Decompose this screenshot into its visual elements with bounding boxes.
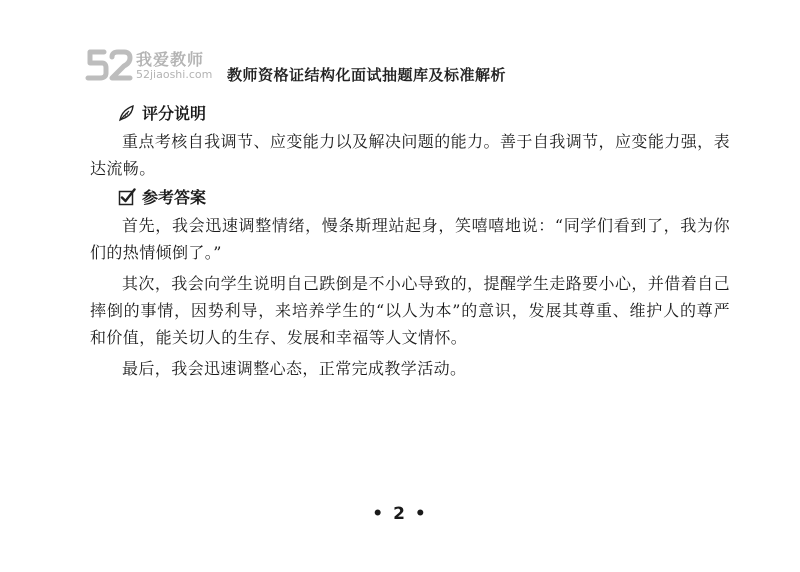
answer-paragraph-1: 首先，我会迅速调整情绪，慢条斯理站起身，笑嘻嘻地说：“同学们看到了，我为你们的热情倾倒了。” [90,216,730,262]
page-header [84,46,724,86]
scoring-heading [90,98,730,128]
logo-url: 52jiaoshi.com [136,68,213,81]
page-body [90,98,730,382]
page-number: • 2 • [372,504,428,524]
logo-52-icon [84,48,134,82]
checkbox-checked-icon [118,188,136,206]
leaf-icon [118,104,136,122]
answer-paragraph-3: 最后，我会迅速调整心态，正常完成教学活动。 [122,359,467,378]
site-logo [84,46,220,86]
answer-heading [90,182,730,212]
answer-heading-label: 参考答案 [142,187,207,207]
scoring-heading-label: 评分说明 [142,103,207,123]
answer-paragraph-2: 其次，我会向学生说明自己跌倒是不小心导致的，提醒学生走路要小心，并借着自己摔倒的事情，因势利导，来培养学生的“以人为本”的意识，发展其尊重、维护人的尊严和价值，能关切人的生存、发展和幸福等人文情怀。 [90,274,730,347]
scoring-paragraph: 重点考核自我调节、应变能力以及解决问题的能力。善于自我调节，应变能力强，表达流畅。 [90,132,730,178]
logo-name: 我爱教师 [136,50,205,69]
book-title: 教师资格证结构化面试抽题库及标准解析 [227,66,507,84]
